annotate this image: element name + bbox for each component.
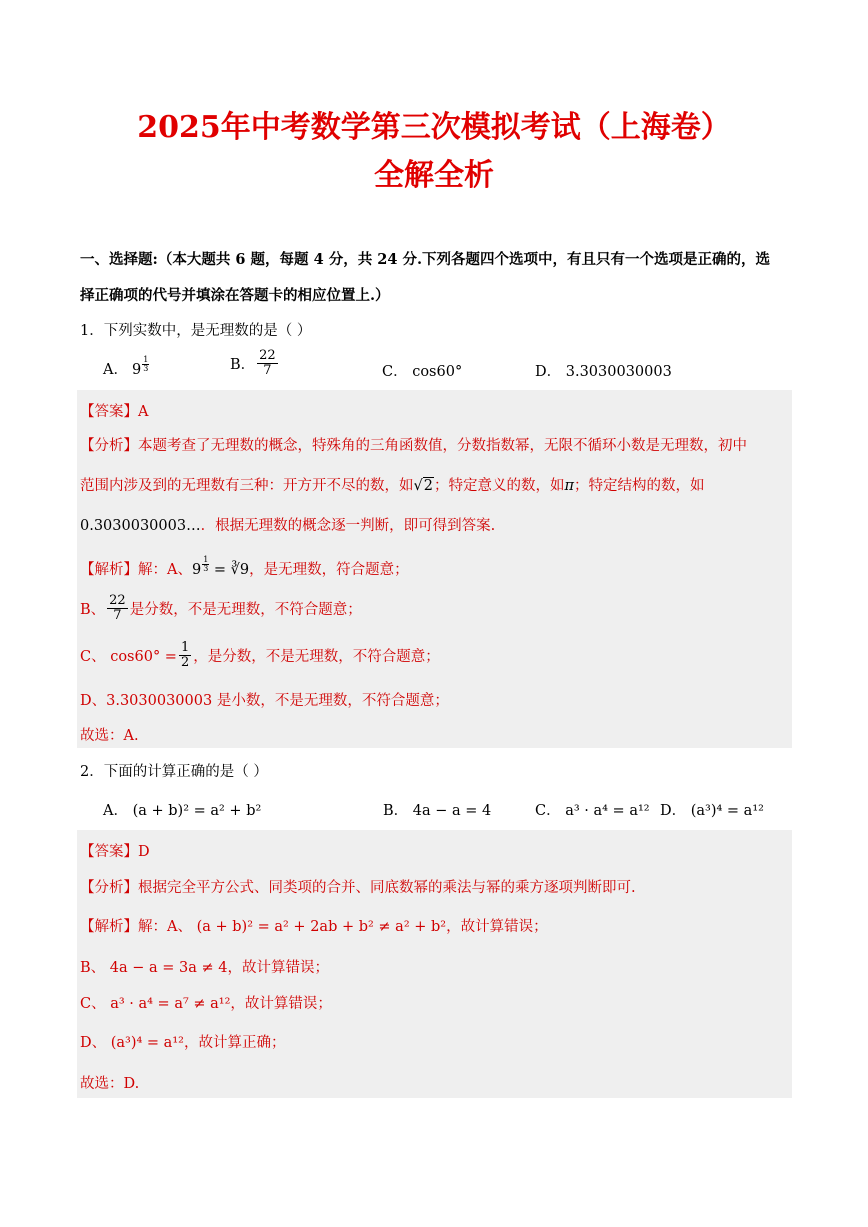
q2-choose: 故选：D. [80,1076,140,1092]
q2-option-d: D． (a³)⁴ = a¹² [660,803,764,819]
question-2-stem: 2．下面的计算正确的是（ ） [80,764,268,780]
q2-solution-b: B、 4a − a = 3a ≠ 4，故计算错误； [80,960,329,976]
q2-option-c: C． a³ · a⁴ = a¹² [535,803,650,819]
q1-analysis-line1: 【分析】本题考查了无理数的概念，特殊角的三角函数值，分数指数幂，无限不循环小数是无理数，初中 [80,438,747,454]
q2-solution-c: C、 a³ · a⁴ = a⁷ ≠ a¹²，故计算错误； [80,996,332,1012]
q1-option-d: D． 3.3030030003 [535,364,672,380]
q1-solution-c: C、 cos60° = $\frac{1}{2}$ ，是分数，不是无理数，不符合题意； [80,640,440,670]
q1-answer: 【答案】A [80,404,149,420]
question-1-stem: 1．下列实数中，是无理数的是（ ） [80,323,312,339]
section-instructions-line1: 一、选择题:（本大题共 6 题，每题 4 分，共 24 分.下列各题四个选项中，有且只有一个选项是正确的，选 [80,251,771,268]
q1-analysis-line2: 范围内涉及到的无理数有三种：开方开不尽的数，如√2；特定意义的数，如π；特定结构的数，如 [80,478,705,494]
q1-solution-a: 【解析】解：A、9 $\frac{1}{3}$ = ∛9，是无理数，符合题意； [80,555,409,578]
q2-solution-d: D、 (a³)⁴ = a¹²，故计算正确； [80,1035,286,1051]
q1-analysis-line3: 0.3030030003…．根据无理数的概念逐一判断，即可得到答案. [80,518,496,534]
q2-solution-a: 【解析】解：A、 (a + b)² = a² + 2ab + b² ≠ a² + b²，故计算错误； [80,919,548,935]
q2-option-a: A． (a + b)² = a² + b² [103,803,262,819]
q1-solution-d: D、3.3030030003 是小数，不是无理数，不符合题意； [80,693,449,709]
q2-option-b: B． 4a − a = 4 [383,803,492,819]
q2-answer: 【答案】D [80,844,150,860]
q1-solution-b: B、 $\frac{22}{7}$ 是分数，不是无理数，不符合题意； [80,593,362,623]
q1-option-a: A． 9 $\frac{1}{3}$ [103,355,149,378]
q1-option-b: B． $\frac{22}{7}$ [230,348,276,378]
q2-analysis: 【分析】根据完全平方公式、同类项的合并、同底数幂的乘法与幂的乘方逐项判断即可. [80,880,636,896]
document-title: 2025年中考数学第三次模拟考试（上海卷） [137,110,731,145]
document-subtitle: 全解全析 [374,158,494,193]
q1-option-c: C． cos60° [382,364,463,380]
section-instructions-line2: 择正确项的代号并填涂在答题卡的相应位置上.） [80,287,390,304]
q1-choose: 故选：A. [80,728,139,744]
